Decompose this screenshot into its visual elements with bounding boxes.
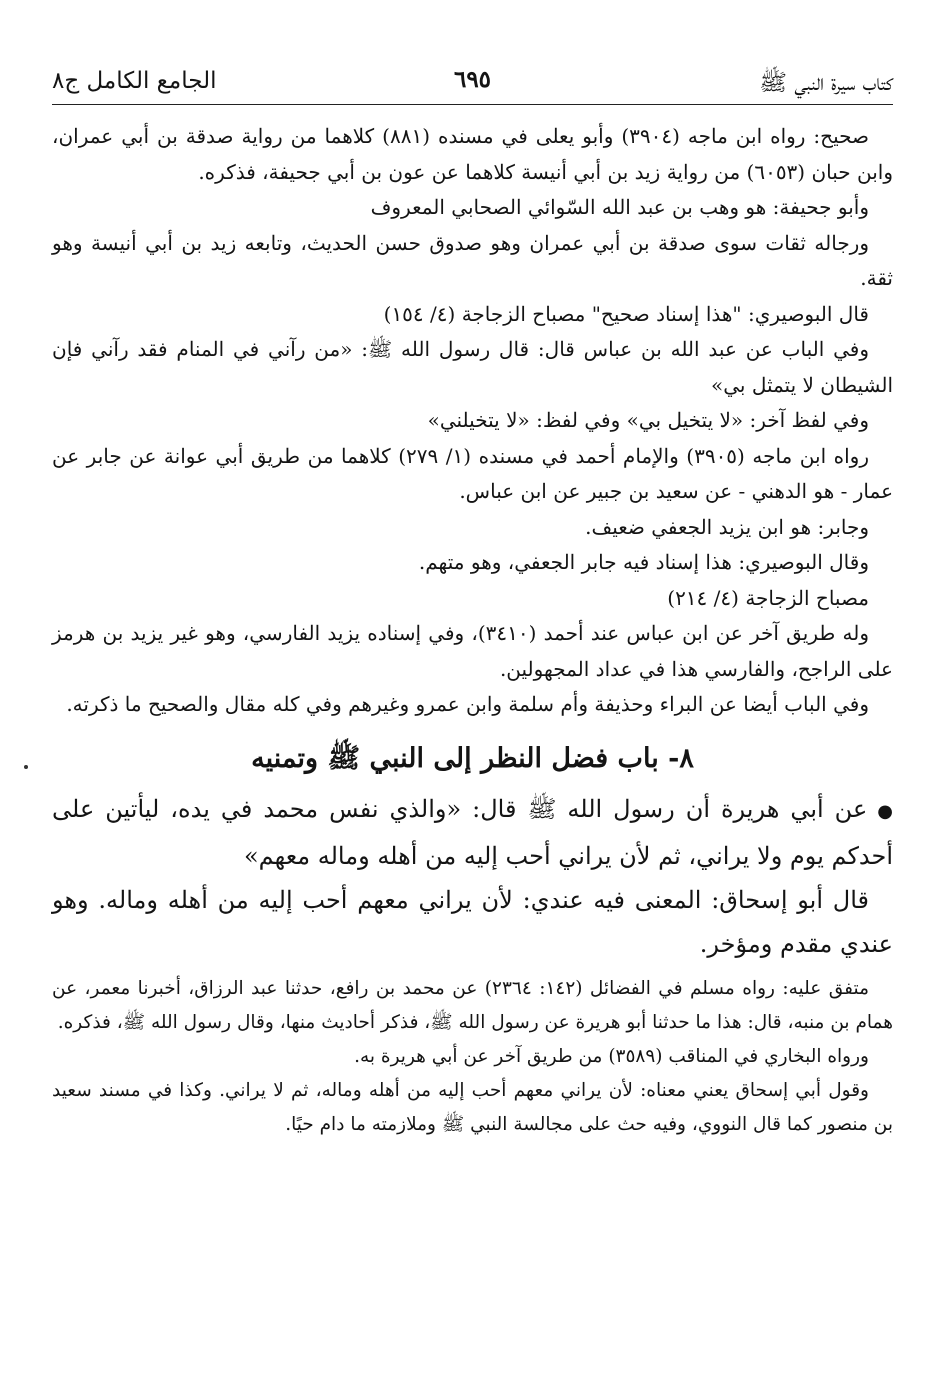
paragraph-busiri-note: وقال البوصيري: هذا إسناد فيه جابر الجعفي، وهو متهم. (418, 550, 869, 574)
paragraph-misbah-ref: مصباح الزجاجة (٤/ ٢١٤) (667, 585, 869, 610)
page-number: ٦٩٥ (453, 66, 492, 93)
paragraph-ibn-abbas-hadith: وفي الباب عن عبد الله بن عباس قال: قال رسول الله ﷺ: «من رآني في المنام فقد رآني فإن الشيطان لا يتمثل بي» (52, 337, 893, 397)
paragraph-narrator-note: وأبو جحيفة: هو وهب بن عبد الله السّوائي الصحابي المعروف (370, 195, 869, 219)
commentary-text: قال أبو إسحاق: المعنى فيه عندي: لأن يراني معهم أحب إليه من أهله وماله. وهو عندي مقدم ومؤخر. (52, 885, 893, 958)
paragraph-explanation: وقول أبي إسحاق يعني معناه: لأن يراني معهم أحب إليه من أهله وماله، ثم لا يراني. وكذا في مسند سعيد بن منصور كما قال النووي، وفيه حث على مجالسة النبي ﷺ وملازمته ما دام حيًا. (52, 1079, 893, 1135)
takhrij-section (52, 972, 893, 1142)
paragraph-takhrij-1: صحيح: رواه ابن ماجه (٣٩٠٤) وأبو يعلى في مسنده (٨٨١) كلاهما من رواية صدقة بن أبي عمران، وابن حبان (٦٠٥٣) من رواية زيد بن أبي أنيسة كلاهما عن عون بن أبي جحيفة، فذكره. (52, 124, 893, 184)
paragraph-busiri-quote: قال البوصيري: "هذا إسناد صحيح" مصباح الزجاجة (٤/ ١٥٤) (383, 301, 869, 326)
hadith-text-block (52, 787, 893, 878)
chapter-heading: ٨- باب فضل النظر إلى النبي ﷺ وتمنيه (251, 742, 694, 774)
running-header (52, 60, 893, 105)
paragraph-other-wording: وفي لفظ آخر: «لا يتخيل بي» وفي لفظ: «لا يتخيلني» (427, 408, 869, 432)
margin-mark (24, 765, 28, 769)
bullet-icon: ● (877, 800, 893, 822)
paragraph-bukhari-ref: ورواه البخاري في المناقب (٣٥٨٩) من طريق آخر عن أبي هريرة به. (354, 1045, 869, 1067)
hadith-text: عن أبي هريرة أن رسول الله ﷺ قال: «والذي نفس محمد في يده، ليأتين على أحدكم يوم ولا يراني، ثم لأن يراني أحب إليه من أهله وماله معهم» (52, 794, 893, 870)
paragraph-narrators-grading: ورجاله ثقات سوى صدقة بن أبي عمران وهو صدوق حسن الحديث، وتابعه زيد بن أبي أنيسة وهو ثقة. (52, 230, 893, 290)
header-book-title: كتاب سيرة النبي ﷺ (759, 70, 893, 96)
header-volume-title: الجامع الكامل ج٨ (52, 68, 217, 94)
paragraph-muttafaq-alayh: متفق عليه: رواه مسلم في الفضائل (١٤٢: ٢٣٦٤) عن محمد بن رافع، حدثنا عبد الرزاق، أخبرنا معمر، عن همام بن منبه، قال: هذا ما حدثنا أبو هريرة عن رسول الله ﷺ، فذكر أحاديث منها، وقال رسول الله ﷺ، فذكره. (52, 977, 893, 1033)
page-content (52, 119, 893, 1142)
paragraph-other-route: وله طريق آخر عن ابن عباس عند أحمد (٣٤١٠)، وفي إسناده يزيد الفارسي، وهو غير يزيد بن هرمز على الراجح، والفارسي هذا في عداد المجهولين. (52, 621, 893, 681)
book-page (52, 60, 893, 1335)
paragraph-jabir-note: وجابر: هو ابن يزيد الجعفي ضعيف. (585, 514, 869, 539)
paragraph-takhrij-2: رواه ابن ماجه (٣٩٠٥) والإمام أحمد في مسنده (١/ ٢٧٩) كلاهما من طريق أبي عوانة عن جابر عن عمار - هو الدهني - عن سعيد بن جبير عن ابن عباس. (52, 443, 893, 503)
paragraph-chapter-summary: وفي الباب أيضا عن البراء وحذيفة وأم سلمة وابن عمرو وغيرهم وفي كله مقال والصحيح ما ذكرته. (66, 692, 869, 716)
